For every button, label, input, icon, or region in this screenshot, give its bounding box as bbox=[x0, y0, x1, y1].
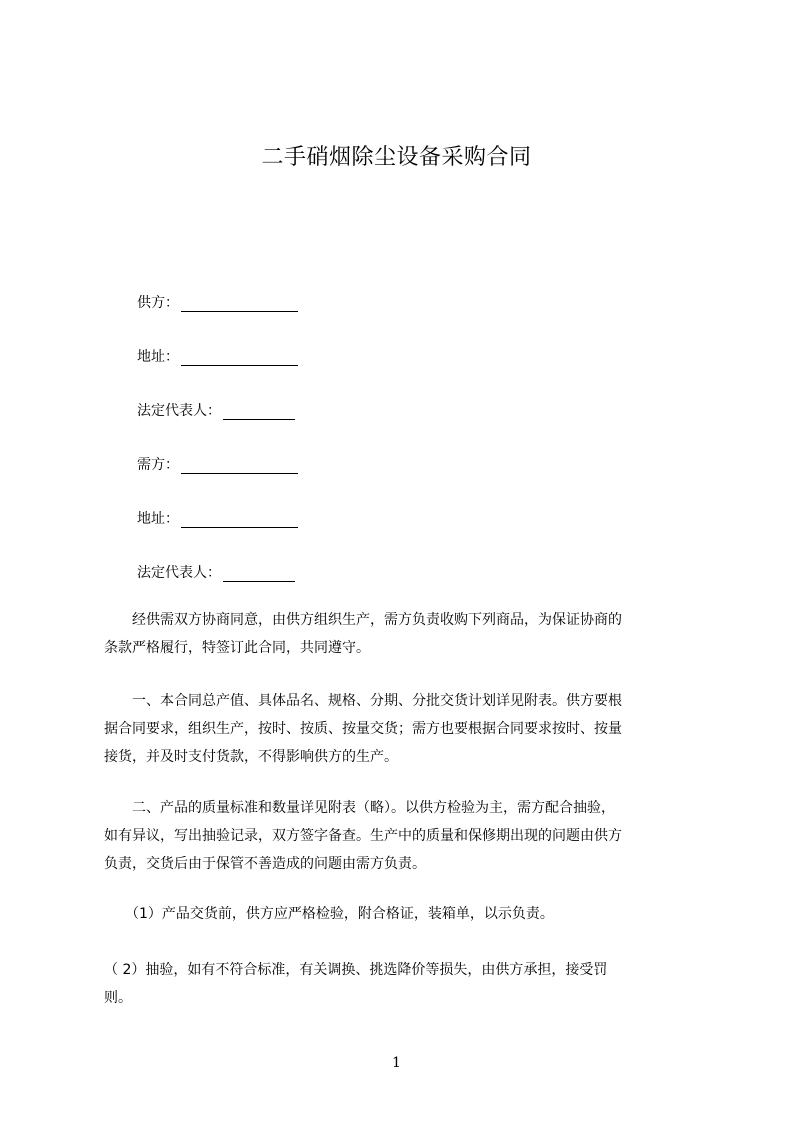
buyer-address-blank[interactable] bbox=[181, 513, 298, 528]
paragraph-item-1 bbox=[104, 900, 708, 928]
paragraph-line: 负责，交货后由于保管不善造成的问题由需方负责。 bbox=[104, 856, 426, 872]
supplier-address-field bbox=[137, 344, 298, 366]
field-label: 法定代表人： bbox=[137, 403, 221, 419]
paragraph-line: 二、产品的质量标准和数量详见附表（略）。以供方检验为主，需方配合抽验， bbox=[104, 800, 615, 816]
field-label: 地址： bbox=[137, 511, 179, 527]
paragraph-clause-1 bbox=[104, 687, 708, 771]
contract-title: 二手硝烟除尘设备采购合同 bbox=[261, 145, 532, 170]
paragraph-line: 则。 bbox=[104, 990, 132, 1006]
buyer-field bbox=[137, 452, 298, 474]
buyer-legal-rep-field bbox=[137, 560, 295, 582]
field-label: 地址： bbox=[137, 349, 179, 365]
paragraph-line: 一、本合同总产值、具体品名、规格、分期、分批交货计划详见附表。供方要根 bbox=[104, 693, 622, 709]
field-label: 供方： bbox=[137, 295, 179, 311]
paragraph-line: 如有异议，写出抽验记录，双方签字备查。生产中的质量和保修期出现的问题由供方 bbox=[104, 828, 622, 844]
paragraph-clause-2 bbox=[104, 794, 708, 878]
paragraph-line: 接货，并及时支付货款，不得影响供方的生产。 bbox=[104, 749, 398, 765]
field-label: 需方： bbox=[137, 457, 179, 473]
buyer-address-field bbox=[137, 506, 298, 528]
paragraph-line: （1）产品交货前，供方应严格检验，附合格证，装箱单，以示负责。 bbox=[104, 906, 554, 922]
buyer-legal-rep-blank[interactable] bbox=[223, 567, 295, 582]
paragraph-line: （ 2）抽验，如有不符合标准，有关调换、挑选降价等损失，由供方承担，接受罚 bbox=[104, 962, 608, 978]
field-label: 法定代表人： bbox=[137, 565, 221, 581]
supplier-field bbox=[137, 290, 298, 312]
paragraph-item-2 bbox=[104, 956, 708, 1012]
supplier-legal-rep-field bbox=[137, 398, 295, 420]
supplier-legal-rep-blank[interactable] bbox=[223, 405, 295, 420]
paragraph-line: 经供需双方协商同意，由供方组织生产，需方负责收购下列商品，为保证协商的 bbox=[104, 612, 622, 628]
supplier-address-blank[interactable] bbox=[181, 351, 298, 366]
page-number: 1 bbox=[392, 1055, 401, 1071]
paragraph-line: 条款严格履行，特签订此合同，共同遵守。 bbox=[104, 640, 370, 656]
supplier-blank[interactable] bbox=[181, 297, 298, 312]
paragraph-preamble bbox=[104, 606, 708, 662]
buyer-blank[interactable] bbox=[181, 459, 298, 474]
paragraph-line: 据合同要求，组织生产，按时、按质、按量交货；需方也要根据合同要求按时、按量 bbox=[104, 721, 622, 737]
